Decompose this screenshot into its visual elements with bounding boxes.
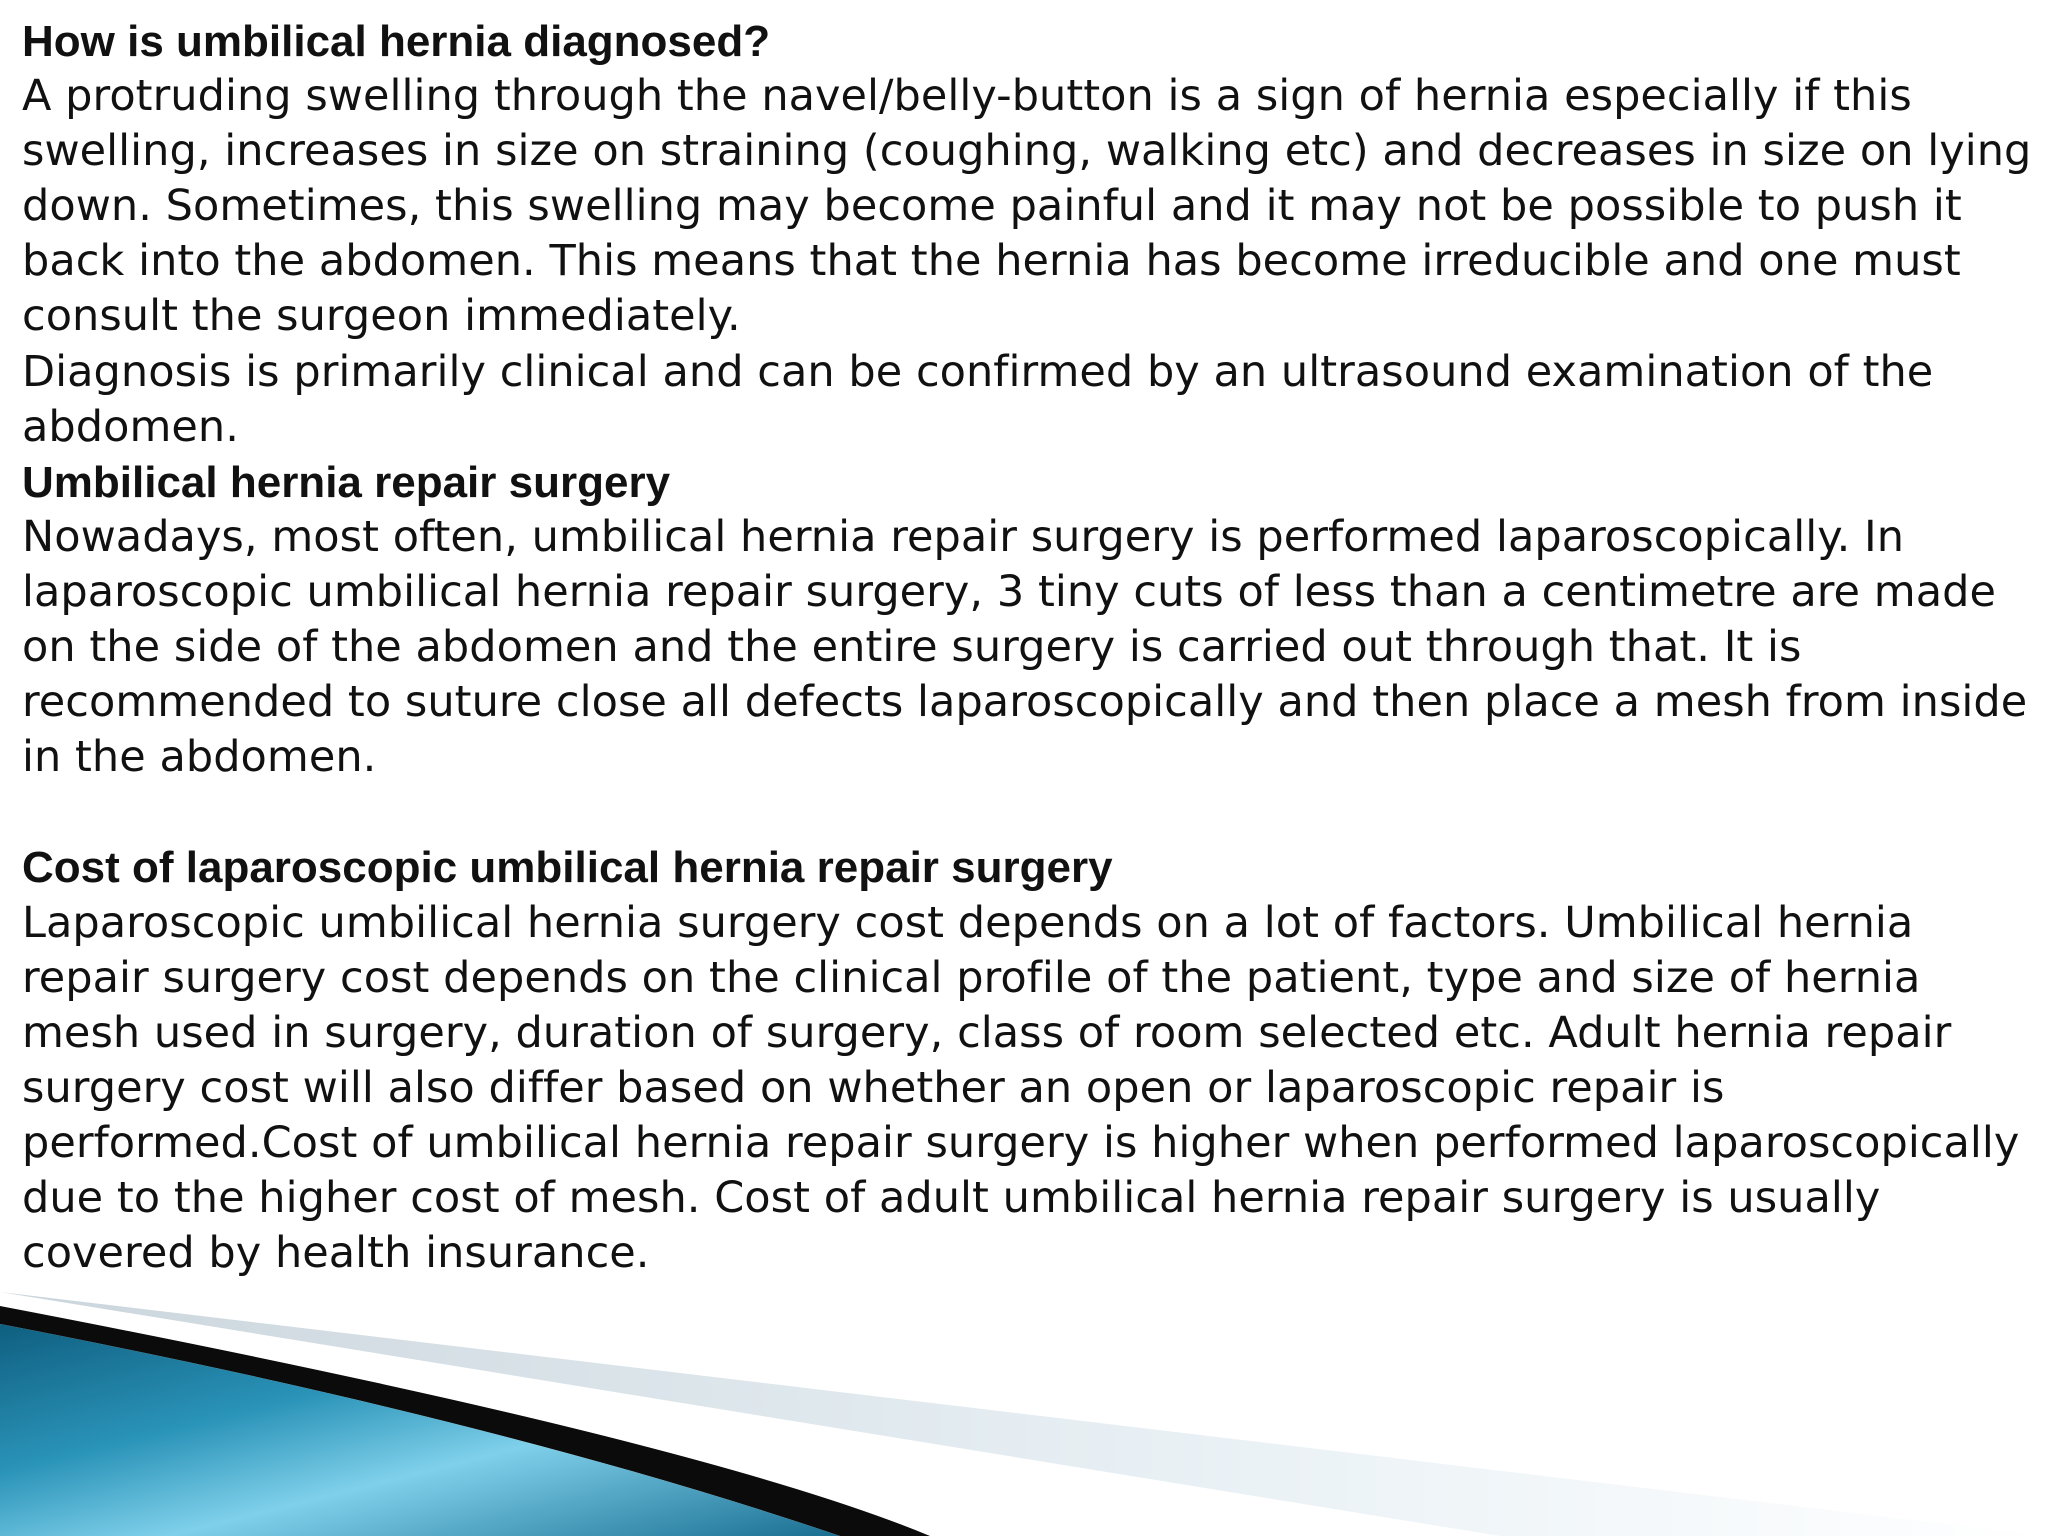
heading-repair-surgery: Umbilical hernia repair surgery — [22, 457, 671, 507]
paragraph-diagnosis-clinical: Diagnosis is primarily clinical and can be confirmed by an ultrasound examination of the abdomen. — [22, 346, 1934, 452]
paragraph-cost: Laparoscopic umbilical hernia surgery cost depends on a lot of factors. Umbilical hernia repair surgery cost depends on the clinical profile of the patient, type and size of hernia mesh used in surgery, duration of surgery, class of room selected etc. Adult hernia repair surgery cost will also differ based on whether an open or laparoscopic repair is performed.Cost of umbilical hernia repair surgery is higher when performed laparoscopically due to the higher cost of mesh. Cost of adult umbilical hernia repair surgery is usually covered by health insurance. — [22, 897, 2020, 1279]
heading-diagnosis: How is umbilical hernia diagnosed? — [22, 17, 771, 66]
paragraph-repair-surgery: Nowadays, most often, umbilical hernia repair surgery is performed laparoscopically. In laparoscopic umbilical hernia repair surgery, 3 tiny cuts of less than a centimetre are made on the side of the abdomen and the entire surgery is carried out through that. It is recommended to suture close all defects laparoscopically and then place a mesh from inside in the abdomen. — [22, 511, 2028, 783]
paragraph-diagnosis-signs: A protruding swelling through the navel/belly-button is a sign of hernia especially if this swelling, increases in size on straining (coughing, walking etc) and decreases in size on lying down. Sometimes, this swelling may become painful and it may not be possible to push it back into the abdomen. This means that the hernia has become irreducible and one must consult the surgeon immediately. — [22, 71, 2032, 342]
heading-cost: Cost of laparoscopic umbilical hernia repair surgery — [22, 843, 1113, 893]
slide-text-body — [22, 14, 2032, 1281]
blank-line — [22, 785, 2032, 840]
decorative-swoosh-graphic — [0, 1280, 2048, 1536]
